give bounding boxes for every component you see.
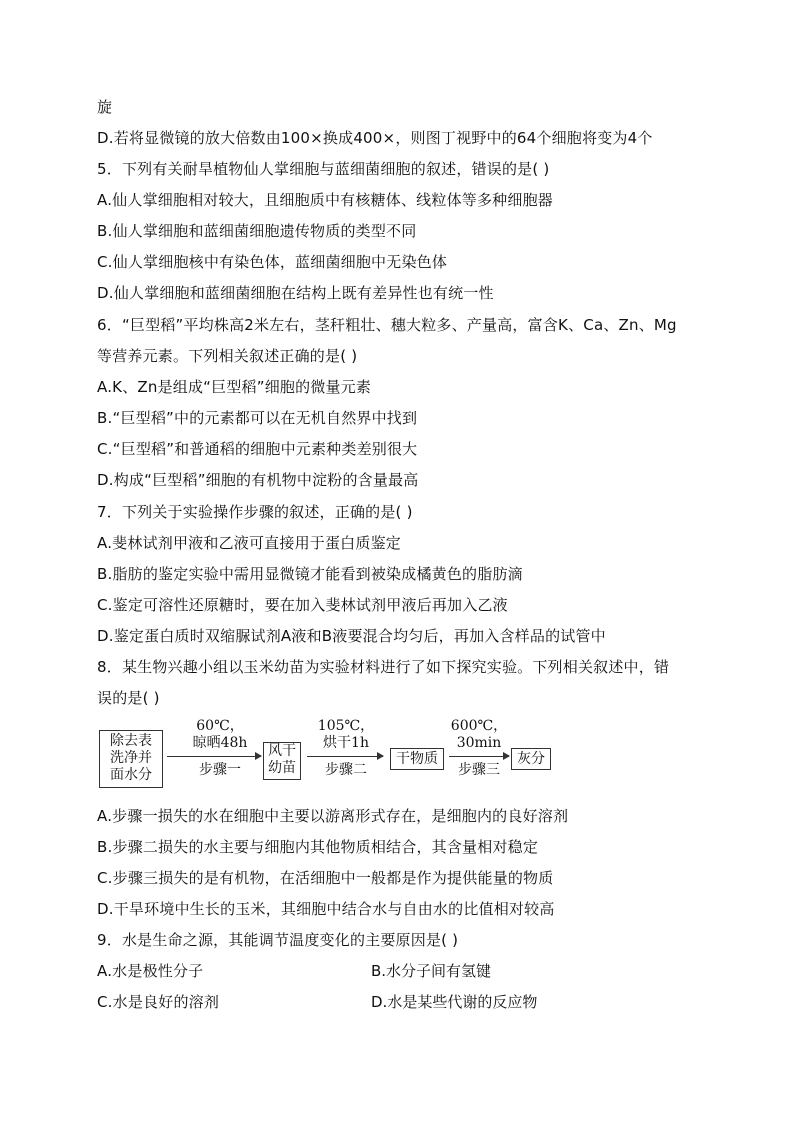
- option-a-q6: A.K、Zn是组成“巨型稻”细胞的微量元素: [97, 378, 372, 396]
- option-b-q8: B.步骤二损失的水主要与细胞内其他物质相结合，其含量相对稳定: [97, 838, 539, 856]
- option-c-q7: C.鉴定可溶性还原糖时，要在加入斐林试剂甲液后再加入乙液: [97, 596, 508, 614]
- label-text: 60℃，: [196, 718, 244, 734]
- option-b-q6: B.“巨型稻”中的元素都可以在无机自然界中找到: [97, 409, 418, 427]
- question-8: 8．某生物兴趣小组以玉米幼苗为实验材料进行了如下探究实验。下列相关叙述中，错: [97, 658, 670, 676]
- step1-label: 步骤一: [199, 762, 241, 778]
- label-text: 30min: [456, 735, 502, 751]
- option-c-q9: C.水是良好的溶剂: [97, 993, 220, 1011]
- option-c-q5: C.仙人掌细胞核中有染色体，蓝细菌细胞中无染色体: [97, 253, 448, 271]
- step3-label: 步骤三: [458, 762, 500, 778]
- arrow-step3: [449, 756, 509, 757]
- question-5: 5．下列有关耐旱植物仙人掌细胞与蓝细菌细胞的叙述，错误的是( ): [97, 160, 550, 178]
- box-text: 幼苗: [268, 760, 296, 776]
- label-text: 晾晒48h: [192, 735, 248, 751]
- experiment-flow-diagram: [97, 718, 567, 790]
- option-b-q9: B.水分子间有氢键: [371, 962, 492, 980]
- box-dried-seedling: [263, 742, 301, 780]
- option-a-q7: A.斐林试剂甲液和乙液可直接用于蛋白质鉴定: [97, 534, 401, 552]
- option-a-q5: A.仙人掌细胞相对较大，且细胞质中有核糖体、线粒体等多种细胞器: [97, 191, 553, 209]
- box-text: 除去表: [110, 733, 152, 749]
- option-b-q7: B.脂肪的鉴定实验中需用显微镜才能看到被染成橘黄色的脂肪滴: [97, 565, 523, 583]
- box-text: 风干: [268, 743, 296, 759]
- box-washed-seedling: [99, 730, 163, 788]
- option-b-q5: B.仙人掌细胞和蓝细菌细胞遗传物质的类型不同: [97, 222, 417, 240]
- question-8-cont: 误的是( ): [97, 689, 160, 707]
- option-d-q6: D.构成“巨型稻”细胞的有机物中淀粉的含量最高: [97, 471, 419, 489]
- option-c-q6: C.“巨型稻”和普通稻的细胞中元素种类差别很大: [97, 440, 418, 458]
- question-6: 6．“巨型稻”平均株高2米左右，茎秆粗壮、穗大粒多、产量高，富含K、Ca、Zn、Mg: [97, 316, 677, 334]
- option-d-q8: D.干旱环境中生长的玉米，其细胞中结合水与自由水的比值相对较高: [97, 900, 555, 918]
- label-text: 烘干1h: [323, 735, 369, 751]
- question-7: 7．下列关于实验操作步骤的叙述，正确的是( ): [97, 503, 413, 521]
- option-a-q9: A.水是极性分子: [97, 962, 204, 980]
- option-c-q8: C.步骤三损失的是有机物，在活细胞中一般都是作为提供能量的物质: [97, 869, 554, 887]
- option-d-q9: D.水是某些代谢的反应物: [371, 993, 538, 1011]
- option-d-q7: D.鉴定蛋白质时双缩脲试剂A液和B液要混合均匀后，再加入含样品的试管中: [97, 627, 606, 645]
- label-text: 105℃，: [317, 718, 375, 734]
- box-text: 洗净并: [110, 750, 152, 766]
- box-text: 面水分: [110, 767, 152, 783]
- box-dry-matter: 干物质: [390, 748, 444, 770]
- step3-condition: [449, 718, 509, 752]
- text-line: 旋: [97, 98, 113, 116]
- option-d-q4: D.若将显微镜的放大倍数由100×换成400×，则图丁视野中的64个细胞将变为4个: [97, 129, 653, 147]
- step2-label: 步骤二: [325, 762, 367, 778]
- arrow-step1: [167, 756, 261, 757]
- arrow-step2: [307, 756, 383, 757]
- step2-condition: [311, 718, 381, 752]
- label-text: 600℃，: [450, 718, 508, 734]
- question-9: 9．水是生命之源，其能调节温度变化的主要原因是( ): [97, 931, 459, 949]
- box-ash: 灰分: [511, 748, 551, 770]
- option-a-q8: A.步骤一损失的水在细胞中主要以游离形式存在，是细胞内的良好溶剂: [97, 807, 569, 825]
- step1-condition: [177, 718, 263, 752]
- option-d-q5: D.仙人掌细胞和蓝细菌细胞在结构上既有差异性也有统一性: [97, 284, 494, 302]
- question-6-cont: 等营养元素。下列相关叙述正确的是( ): [97, 347, 358, 365]
